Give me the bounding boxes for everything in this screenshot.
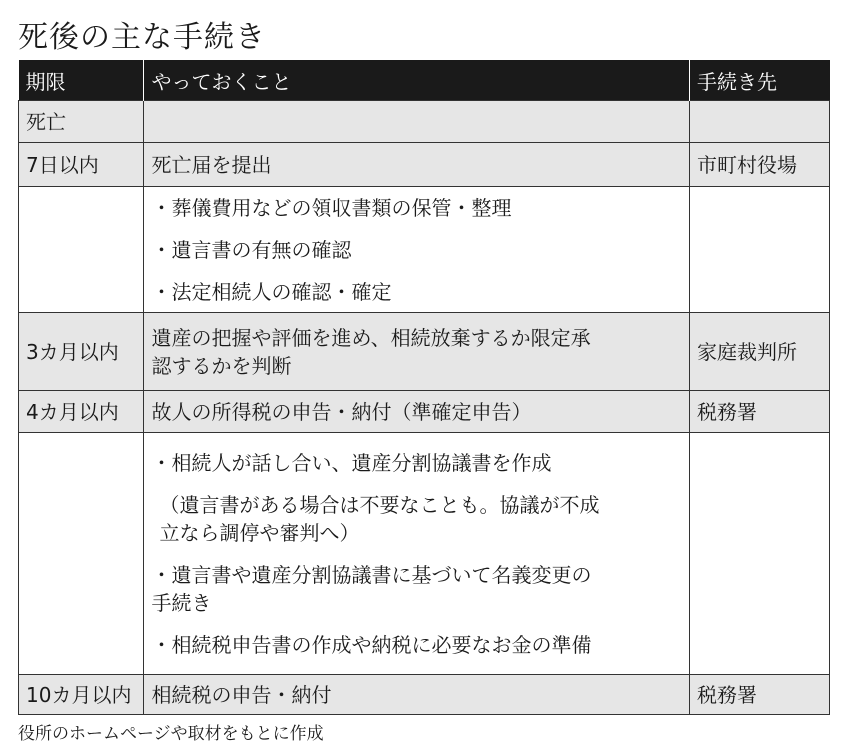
task-cell (144, 433, 690, 675)
header-tasks: やっておくこと (144, 60, 690, 101)
task-item: ・法定相続人の確認・確定 (151, 279, 392, 304)
period-cell: 7日以内 (19, 143, 144, 187)
table-row (19, 391, 830, 433)
header-destination: 手続き先 (689, 60, 829, 101)
task-note-line: 立なら調停や審判へ） (159, 520, 360, 545)
table-row (19, 187, 830, 313)
page-title: 死後の主な手続き (18, 20, 266, 55)
task-cell: 故人の所得税の申告・納付（準確定申告） (144, 391, 690, 433)
period-cell: 3カ月以内 (19, 313, 144, 391)
task-cell (144, 101, 690, 143)
task-item: ・遺言書や遺産分割協議書に基づいて名義変更の (151, 562, 592, 587)
period-cell (19, 433, 144, 675)
destination-cell (689, 101, 829, 143)
destination-cell (689, 433, 829, 675)
destination-cell (689, 187, 829, 313)
table-row (19, 143, 830, 187)
period-cell: 死亡 (19, 101, 144, 143)
source-note: 役所のホームページや取材をもとに作成 (18, 724, 324, 744)
table-row (19, 313, 830, 391)
table-row (19, 675, 830, 715)
period-cell (19, 187, 144, 313)
period-cell: 4カ月以内 (19, 391, 144, 433)
destination-cell: 家庭裁判所 (689, 313, 829, 391)
destination-cell: 税務署 (689, 675, 829, 715)
task-line: 認するかを判断 (151, 353, 292, 378)
task-item: ・相続人が話し合い、遺産分割協議書を作成 (151, 450, 552, 475)
task-item-continued: 手続き (151, 590, 212, 615)
task-cell: 死亡届を提出 (144, 143, 690, 187)
task-cell (144, 187, 690, 313)
procedures-table (18, 60, 830, 715)
task-item: ・遺言書の有無の確認 (151, 237, 352, 262)
task-line: 遺産の把握や評価を進め、相続放棄するか限定承 (151, 325, 591, 350)
task-item: ・葬儀費用などの領収書類の保管・整理 (151, 195, 512, 220)
table-row (19, 101, 830, 143)
destination-cell: 市町村役場 (689, 143, 829, 187)
table-header-row (19, 60, 830, 101)
table-row (19, 433, 830, 675)
task-cell (144, 313, 690, 391)
header-period: 期限 (19, 60, 144, 101)
task-note-line: （遺言書がある場合は不要なことも。協議が不成 (159, 492, 600, 517)
task-item: ・相続税申告書の作成や納税に必要なお金の準備 (151, 632, 592, 657)
destination-cell: 税務署 (689, 391, 829, 433)
task-cell: 相続税の申告・納付 (144, 675, 690, 715)
period-cell: 10カ月以内 (19, 675, 144, 715)
